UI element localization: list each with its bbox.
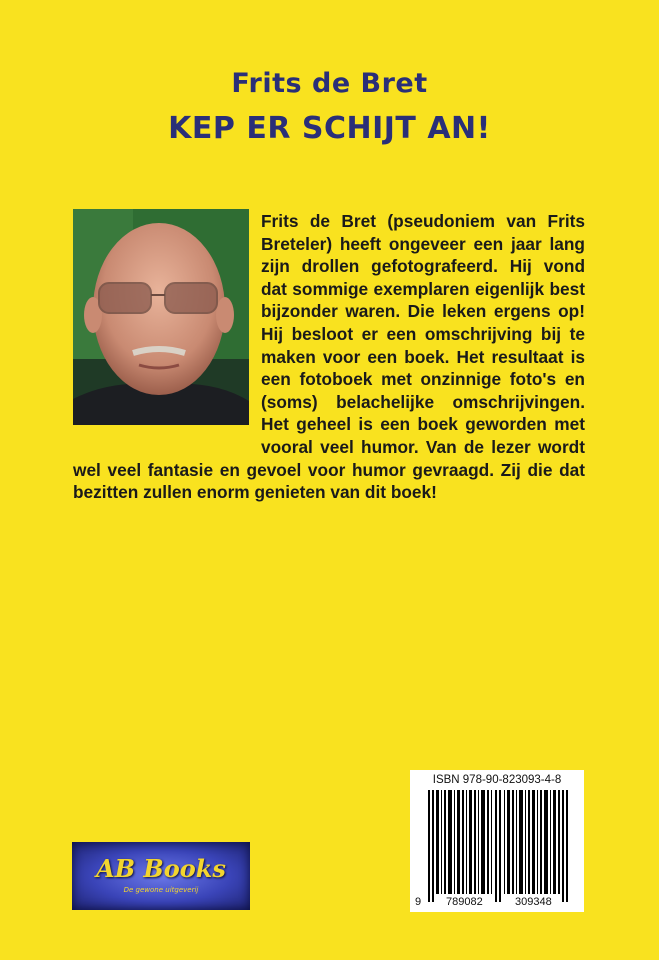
author-name: Frits de Bret	[231, 68, 428, 99]
book-description	[73, 210, 585, 504]
barcode-digit-first: 9	[415, 896, 422, 908]
isbn-barcode	[410, 770, 584, 912]
barcode-digits-left: 789082	[446, 896, 483, 908]
barcode-digits-right: 309348	[515, 896, 552, 908]
publisher-name: AB Books	[96, 854, 226, 883]
publisher-tagline: De gewone uitgeverij	[123, 886, 199, 894]
barcode-bars	[420, 790, 576, 902]
publisher-logo	[72, 842, 250, 910]
isbn-number: ISBN 978-90-823093-4-8	[432, 774, 562, 786]
description-text: Frits de Bret (pseudoniem van Frits Breteler) heeft ongeveer een jaar lang zijn drollen gefotografeerd. Hij vond dat sommige exemplaren eigenlijk best bijzonder waren. Die leken ergens op! Hij besloot er een omschrijving bij te maken voor een boek. Het resultaat is een fotoboek met onzinnige foto's en (soms) belachelijke omschrijvingen. Het geheel is een boek geworden met vooral veel humor. Van de lezer wordt wel veel fantasie en gevoel voor humor gevraagd. Zij die dat bezitten zullen enorm genieten van dit boek!	[73, 211, 585, 503]
book-title: KEP ER SCHIJT AN!	[168, 111, 491, 146]
